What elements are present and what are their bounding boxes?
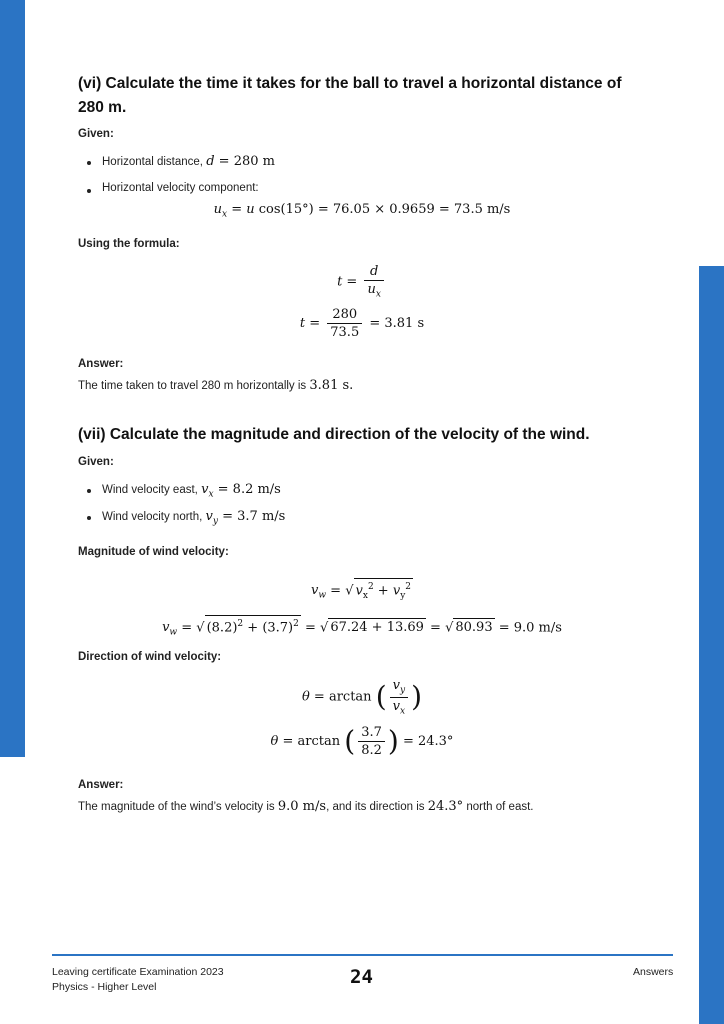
equation-theta-value: θ = arctan ( $\frac{3.7}{8.2}$ ) = 24.3° xyxy=(270,724,454,758)
bullet-dot xyxy=(87,189,91,193)
wind-east-value: $v_x = 8.2$ m/s xyxy=(201,482,281,500)
section-vi-heading-line2: 280 m. xyxy=(78,99,127,116)
section-vi-given-label: Given: xyxy=(78,128,114,140)
page-number: 24 xyxy=(350,966,373,988)
wind-north-value: $v_y = 3.7$ m/s xyxy=(205,509,286,527)
section-vii-answer xyxy=(78,799,533,814)
section-vii-bullet-2 xyxy=(102,509,285,527)
section-vi-answer xyxy=(78,378,353,393)
magnitude-label: Magnitude of wind velocity: xyxy=(78,546,229,558)
footer-rule xyxy=(52,954,673,956)
section-vii-bullet-1 xyxy=(102,482,281,500)
equation-t-value: t = $\frac{280}{73.5}$ = 3.81 s xyxy=(299,307,425,340)
bullet-2-text: Wind velocity north, xyxy=(102,511,206,523)
section-vii-given-label: Given: xyxy=(78,456,114,468)
answer-value: 3.81 s. xyxy=(309,378,354,393)
section-vi-answer-label: Answer: xyxy=(78,358,124,370)
direction-label: Direction of wind velocity: xyxy=(78,651,222,663)
answer-magnitude-value: 9.0 m/s xyxy=(277,799,327,814)
equation-ux: $u_x = u$ cos(15°) = 76.05 × 0.9659 = 73.5 m/s xyxy=(213,202,511,220)
bullet-dot xyxy=(87,516,91,520)
equation-vw-formula: $v_w$ = √ $v_x^2 + v_y^2$ xyxy=(0,578,724,605)
right-accent-bar xyxy=(699,266,724,1024)
section-vi-heading-line1: (vi) Calculate the time it takes for the ball to travel a horizontal distance of xyxy=(78,75,622,92)
answer-text-1: The magnitude of the wind’s velocity is xyxy=(78,801,278,813)
answer-text-2: , and its direction is xyxy=(326,801,428,813)
horizontal-distance-value: d = 280 m xyxy=(206,154,275,169)
footer-section: Answers xyxy=(633,966,674,978)
footer-exam-title: Leaving certificate Examination 2023 xyxy=(52,966,224,978)
answer-text-3: north of east. xyxy=(463,801,534,813)
equation-theta-formula: θ = arctan ( $\frac{v_y}{v_x}$ ) xyxy=(301,678,423,717)
answer-text: The time taken to travel 280 m horizontally is xyxy=(78,380,310,392)
footer-subject: Physics - Higher Level xyxy=(52,981,157,993)
bullet-dot xyxy=(87,489,91,493)
answer-direction-value: 24.3° xyxy=(427,799,464,814)
section-vi-bullet-1 xyxy=(102,154,275,169)
equation-t-formula: t = $\frac{d}{u_x}$ xyxy=(0,264,724,300)
left-accent-bar xyxy=(0,0,25,757)
formula-label: Using the formula: xyxy=(78,238,180,250)
bullet-1-text: Horizontal distance, xyxy=(102,156,207,168)
section-vii-heading: (vii) Calculate the magnitude and direction of the velocity of the wind. xyxy=(78,426,590,443)
bullet-1-text: Wind velocity east, xyxy=(102,484,202,496)
bullet-dot xyxy=(87,161,91,165)
equation-vw-value: $v_w$ = √ $(8.2)^2 + (3.7)^2$ = √ 67.24 + 13.69 = √ 80.93 = 9.0 m/s xyxy=(0,615,724,638)
section-vi-bullet-2: Horizontal velocity component: xyxy=(102,182,259,194)
section-vii-answer-label: Answer: xyxy=(78,779,124,791)
